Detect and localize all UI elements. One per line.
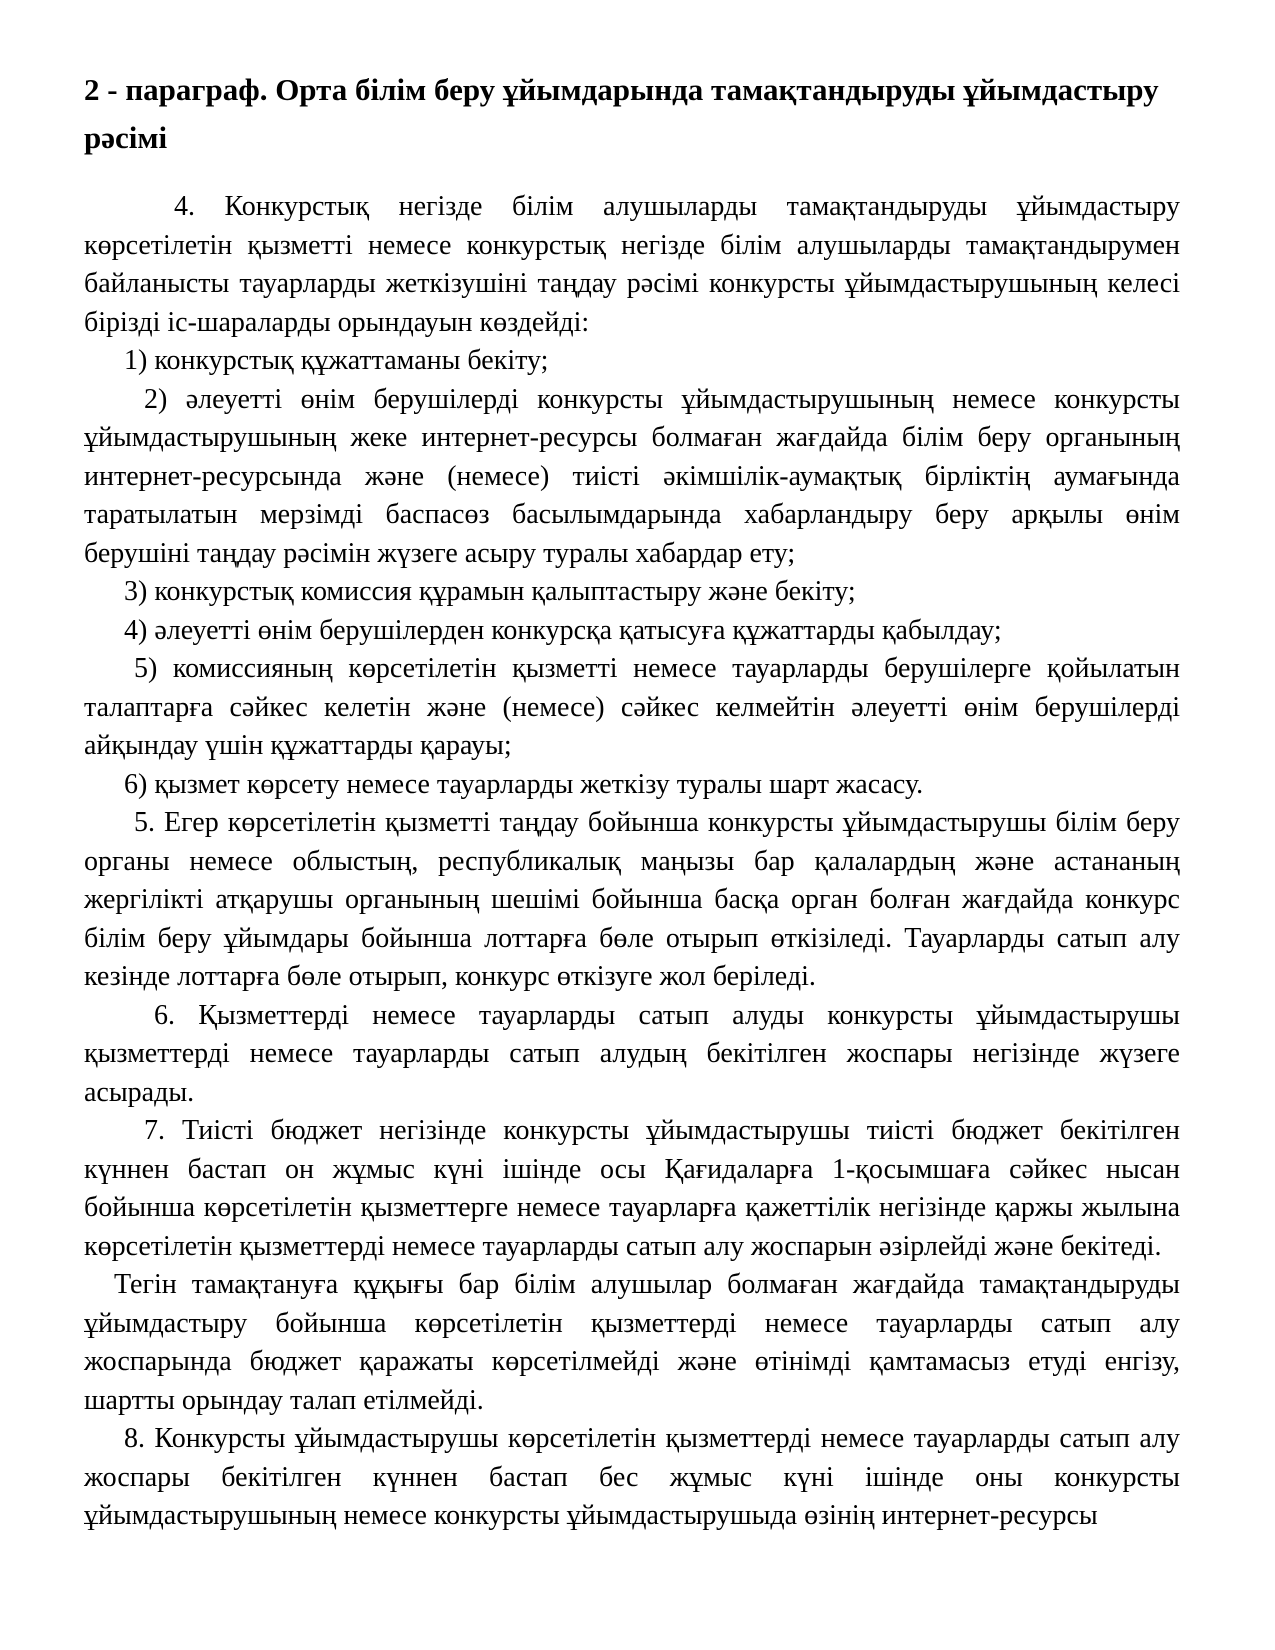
paragraph: 4. Конкурстық негізде білім алушыларды тамақтандыруды ұйымдастыру көрсетілетін қызметті немесе конкурстық негізде білім алушыларды тамақтандырумен байланысты тауарларды жеткізушіні таңдау рәсімі конкурсты ұйымдастырушының келесі бірізді іс-шараларды орындауын көздейді: [84, 191, 1180, 338]
list-item: 6) қызмет көрсету немесе тауарларды жеткізу туралы шарт жасасу. [124, 768, 924, 800]
list-item: 4) әлеуетті өнім берушілерден конкурсқа қатысуға құжаттарды қабылдау; [124, 614, 1002, 646]
paragraph: 5. Егер көрсетілетін қызметті таңдау бойынша конкурсты ұйымдастырушы білім беру органы немесе облыстың, республикалық маңызы бар қалалардың және астананың жергілікті атқарушы органының шешімі бойынша басқа орган болған жағдайда конкурс білім беру ұйымдары бойынша лоттарға бөле отырып өткізіледі. Тауарларды сатып алу кезінде лоттарға бөле отырып, конкурс өткізуге жол беріледі. [84, 807, 1180, 992]
paragraph: 8. Конкурсты ұйымдастырушы көрсетілетін қызметтерді немесе тауарларды сатып алу жоспары бекітілген күннен бастап бес жұмыс күні ішінде оны конкурсты ұйымдастырушының немесе конкурсты ұйымдастырушыда өзінің интернет-ресурсы [84, 1423, 1180, 1531]
document-body [84, 188, 1180, 1536]
section-title: 2 - параграф. Орта білім беру ұйымдарында тамақтандыруды ұйымдастыру рәсімі [84, 72, 1159, 155]
list-item: 3) конкурстық комиссия құрамын қалыптастыру және бекіту; [124, 576, 856, 607]
list-item: 5) комиссияның көрсетілетін қызметті немесе тауарларды берушілерге қойылатын талаптарға сәйкес келетін және (немесе) сәйкес келмейтін әлеуетті өнім берушілерді айқындау үшін құжаттарды қарауы; [84, 653, 1180, 761]
list-item: 1) конкурстық құжаттаманы бекіту; [124, 345, 549, 376]
paragraph: Тегін тамақтануға құқығы бар білім алушылар болмаған жағдайда тамақтандыруды ұйымдастыру бойынша көрсетілетін қызметтерді немесе тауарларды сатып алу жоспарында бюджет қаражаты көрсетілмейді және өтінімді қамтамасыз етуді енгізу, шартты орындау талап етілмейді. [84, 1269, 1180, 1416]
paragraph: 7. Тиісті бюджет негізінде конкурсты ұйымдастырушы тиісті бюджет бекітілген күннен бастап он жұмыс күні ішінде осы Қағидаларға 1-қосымшаға сәйкес нысан бойынша көрсетілетін қызметтерге немесе тауарларға қажеттілік негізінде қаржы жылына көрсетілетін қызметтерді немесе тауарларды сатып алу жоспарын әзірлейді және бекітеді. [84, 1115, 1180, 1262]
paragraph: 6. Қызметтерді немесе тауарларды сатып алуды конкурсты ұйымдастырушы қызметтерді немесе тауарларды сатып алудың бекітілген жоспары негізінде жүзеге асырады. [84, 999, 1180, 1108]
list-item: 2) әлеуетті өнім берушілерді конкурсты ұйымдастырушының немесе конкурсты ұйымдастырушының жеке интернет-ресурсы болмаған жағдайда білім беру органының интернет-ресурсында және (немесе) тиісті әкімшілік-аумақтық бірліктің аумағында таратылатын мерзімді баспасөз басылымдарында хабарландыру беру арқылы өнім берушіні таңдау рәсімін жүзеге асыру туралы хабардар ету; [84, 383, 1180, 569]
